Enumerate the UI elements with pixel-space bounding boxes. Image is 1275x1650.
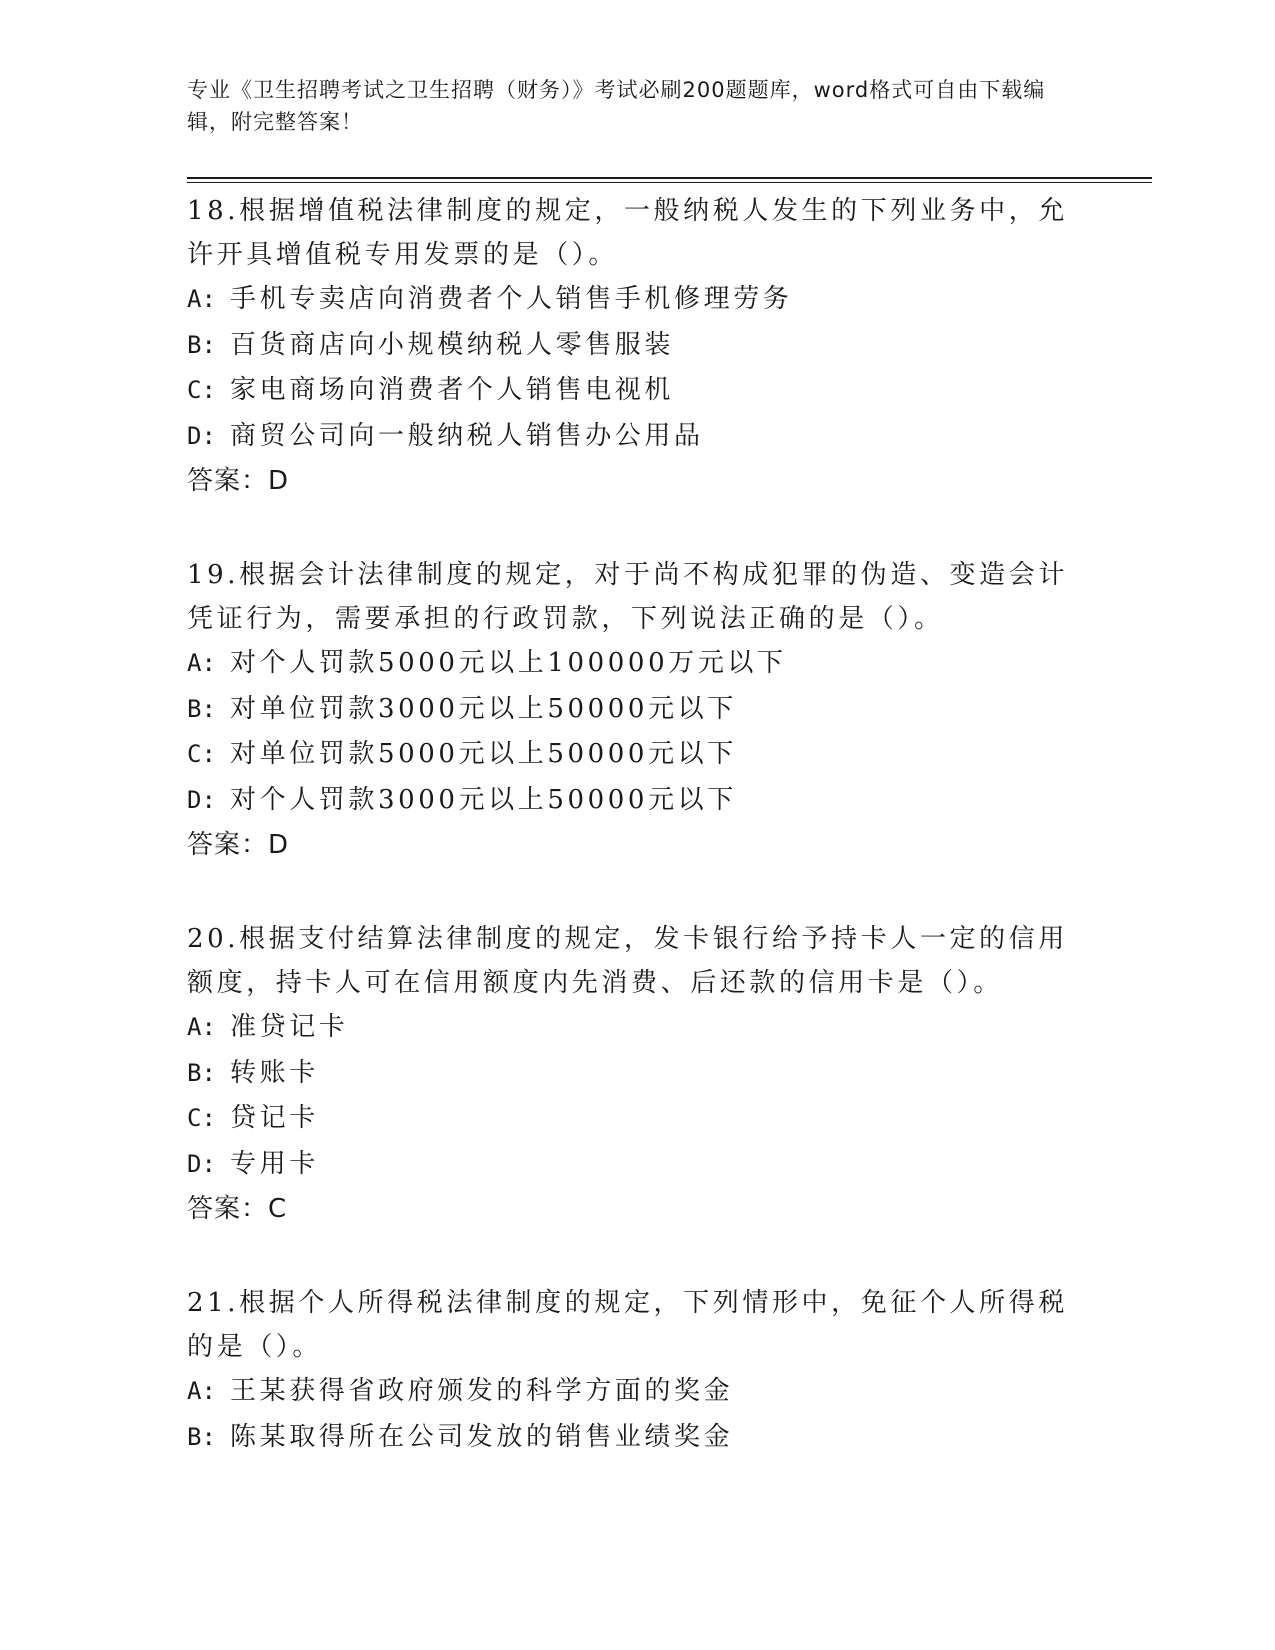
- answer-line: 答案：D: [187, 830, 290, 860]
- option-d: [187, 1142, 1087, 1188]
- question-19: [187, 553, 1087, 868]
- answer-line: 答案：D: [187, 466, 290, 496]
- option-letter: A:: [187, 649, 216, 677]
- option-c: [187, 368, 1087, 414]
- question-stem: 19.根据会计法律制度的规定，对于尚不构成犯罪的伪造、变造会计凭证行为，需要承担的行政罚款，下列说法正确的是（）。: [187, 560, 1068, 634]
- option-text: 准贷记卡: [230, 1012, 349, 1042]
- option-text: 陈某取得所在公司发放的销售业绩奖金: [230, 1421, 734, 1452]
- answer-line: 答案：C: [187, 1194, 288, 1224]
- option-text: 对单位罚款5000元以上50000元以下: [230, 739, 737, 769]
- option-b: [187, 687, 1087, 733]
- option-letter: D:: [187, 1149, 216, 1178]
- question-stem: 20.根据支付结算法律制度的规定，发卡银行给予持卡人一定的信用额度，持卡人可在信用额度内先消费、后还款的信用卡是（）。: [187, 924, 1068, 998]
- option-text: 王某获得省政府颁发的科学方面的奖金: [230, 1376, 734, 1406]
- option-text: 商贸公司向一般纳税人销售办公用品: [230, 420, 704, 451]
- option-a: [187, 1005, 1087, 1051]
- option-letter: C:: [187, 740, 216, 768]
- option-d: [187, 778, 1087, 824]
- option-text: 对个人罚款5000元以上100000万元以下: [230, 648, 787, 678]
- option-c: [187, 732, 1087, 778]
- option-letter: B:: [187, 1422, 216, 1451]
- option-text: 家电商场向消费者个人销售电视机: [230, 375, 675, 405]
- option-letter: A:: [187, 1013, 216, 1041]
- question-20: [187, 917, 1087, 1232]
- document-header: 专业《卫生招聘考试之卫生招聘（财务）》考试必刷200题题库，word格式可自由下载编辑，附完整答案！: [187, 78, 1046, 134]
- option-a: [187, 277, 1087, 323]
- option-a: [187, 1369, 1087, 1415]
- option-letter: C:: [187, 376, 216, 404]
- option-letter: B:: [187, 330, 216, 359]
- option-b: [187, 1415, 1087, 1461]
- question-stem: 21.根据个人所得税法律制度的规定，下列情形中，免征个人所得税的是（）。: [187, 1288, 1068, 1362]
- question-21: [187, 1281, 1087, 1460]
- option-letter: A:: [187, 1377, 216, 1405]
- option-letter: B:: [187, 1058, 216, 1087]
- option-text: 专用卡: [230, 1148, 319, 1179]
- option-text: 对单位罚款3000元以上50000元以下: [230, 693, 737, 724]
- option-b: [187, 323, 1087, 369]
- header-divider-thick: [187, 177, 1152, 179]
- option-d: [187, 414, 1087, 460]
- option-letter: B:: [187, 694, 216, 723]
- option-text: 手机专卖店向消费者个人销售手机修理劳务: [230, 284, 793, 314]
- question-stem: 18.根据增值税法律制度的规定，一般纳税人发生的下列业务中，允许开具增值税专用发票的是（）。: [187, 196, 1068, 270]
- option-letter: A:: [187, 285, 216, 313]
- option-text: 对个人罚款3000元以上50000元以下: [230, 784, 737, 815]
- option-c: [187, 1096, 1087, 1142]
- option-b: [187, 1051, 1087, 1097]
- header-divider-thin: [187, 182, 1152, 183]
- option-text: 贷记卡: [230, 1103, 319, 1133]
- option-a: [187, 641, 1087, 687]
- option-text: 转账卡: [230, 1057, 319, 1088]
- question-18: [187, 189, 1087, 504]
- option-letter: C:: [187, 1104, 216, 1132]
- option-text: 百货商店向小规模纳税人零售服装: [230, 329, 675, 360]
- option-letter: D:: [187, 785, 216, 814]
- option-letter: D:: [187, 421, 216, 450]
